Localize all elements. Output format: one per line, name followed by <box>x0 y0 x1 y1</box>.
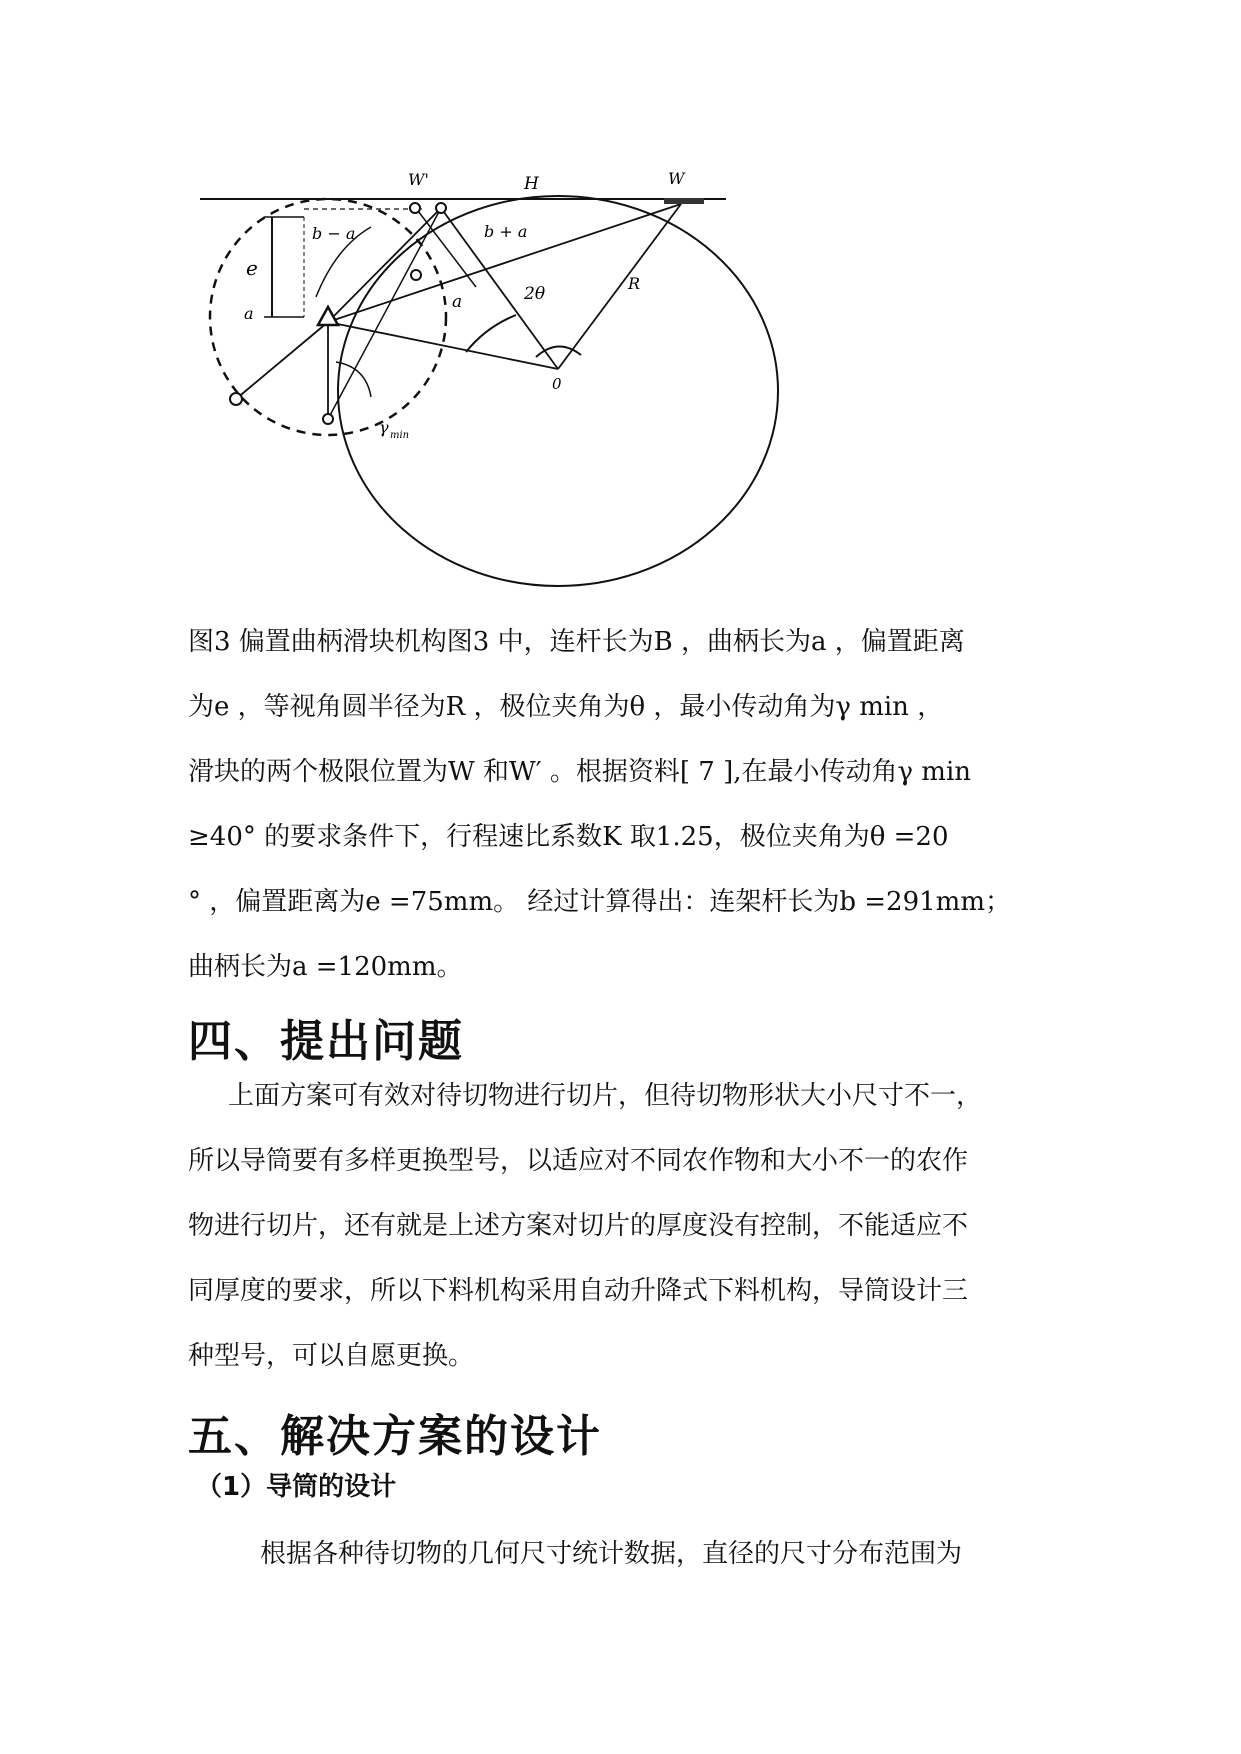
section-5-body <box>188 1522 1068 1587</box>
label-w-prime: W' <box>408 170 429 189</box>
label-o: 0 <box>552 375 562 393</box>
slider-w <box>664 198 704 204</box>
label-gamma: γ <box>379 418 389 437</box>
body-line: 上面方案可有效对待切物进行切片，但待切物形状大小尺寸不一， <box>228 1081 983 1111</box>
figure-caption <box>188 610 1068 1000</box>
slider-joint-left <box>410 203 420 213</box>
section-heading-4: 四、提出问题 <box>188 1016 464 1067</box>
label-2theta: 2θ <box>524 284 546 304</box>
label-gamma-sub: min <box>390 430 410 441</box>
body-line: 种型号，可以自愿更换。 <box>188 1341 475 1371</box>
label-r: R <box>628 274 641 293</box>
label-a-crank: a <box>244 304 254 323</box>
subheading: （1）导筒的设计 <box>196 1472 397 1502</box>
caption-line: 曲柄长为a =120mm。 <box>188 952 463 982</box>
label-e: e <box>246 256 258 280</box>
label-w: W <box>668 169 685 188</box>
crank-line <box>236 322 328 399</box>
caption-line: 滑块的两个极限位置为W 和W′ 。根据资料[ 7 ],在最小传动角γ min <box>188 757 972 787</box>
radius-line <box>558 204 681 369</box>
caption-line: 为e ，等视角圆半径为R ，极位夹角为θ ，最小传动角为γ min ， <box>188 692 944 722</box>
caption-line: ° ，偏置距离为e =75mm。 经过计算得出：连架杆长为b =291mm； <box>188 887 1011 917</box>
section-heading-5: 五、解决方案的设计 <box>188 1411 602 1462</box>
label-b-plus-a: b + a <box>484 222 528 241</box>
caption-line: 图3 偏置曲柄滑块机构图3 中，连杆长为B ，曲柄长为a ，偏置距离 <box>188 627 965 657</box>
label-h: H <box>524 174 539 194</box>
body-line: 同厚度的要求，所以下料机构采用自动升降式下料机构，导筒设计三 <box>188 1276 969 1306</box>
body-line: 根据各种待切物的几何尺寸统计数据，直径的尺寸分布范围为 <box>260 1539 963 1569</box>
mechanism-figure <box>186 157 826 592</box>
body-line: 物进行切片，还有就是上述方案对切片的厚度没有控制，不能适应不 <box>188 1211 969 1241</box>
body-line: 所以导筒要有多样更换型号，以适应对不同农作物和大小不一的农作 <box>188 1146 969 1176</box>
caption-line: ≥40° 的要求条件下，行程速比系数K 取1.25，极位夹角为θ =20 <box>188 822 949 852</box>
crank-slider-diagram <box>186 157 826 592</box>
section-4-body <box>188 1064 1068 1389</box>
label-a-angle: a <box>452 292 463 312</box>
label-b-minus-a: b − a <box>312 224 356 243</box>
